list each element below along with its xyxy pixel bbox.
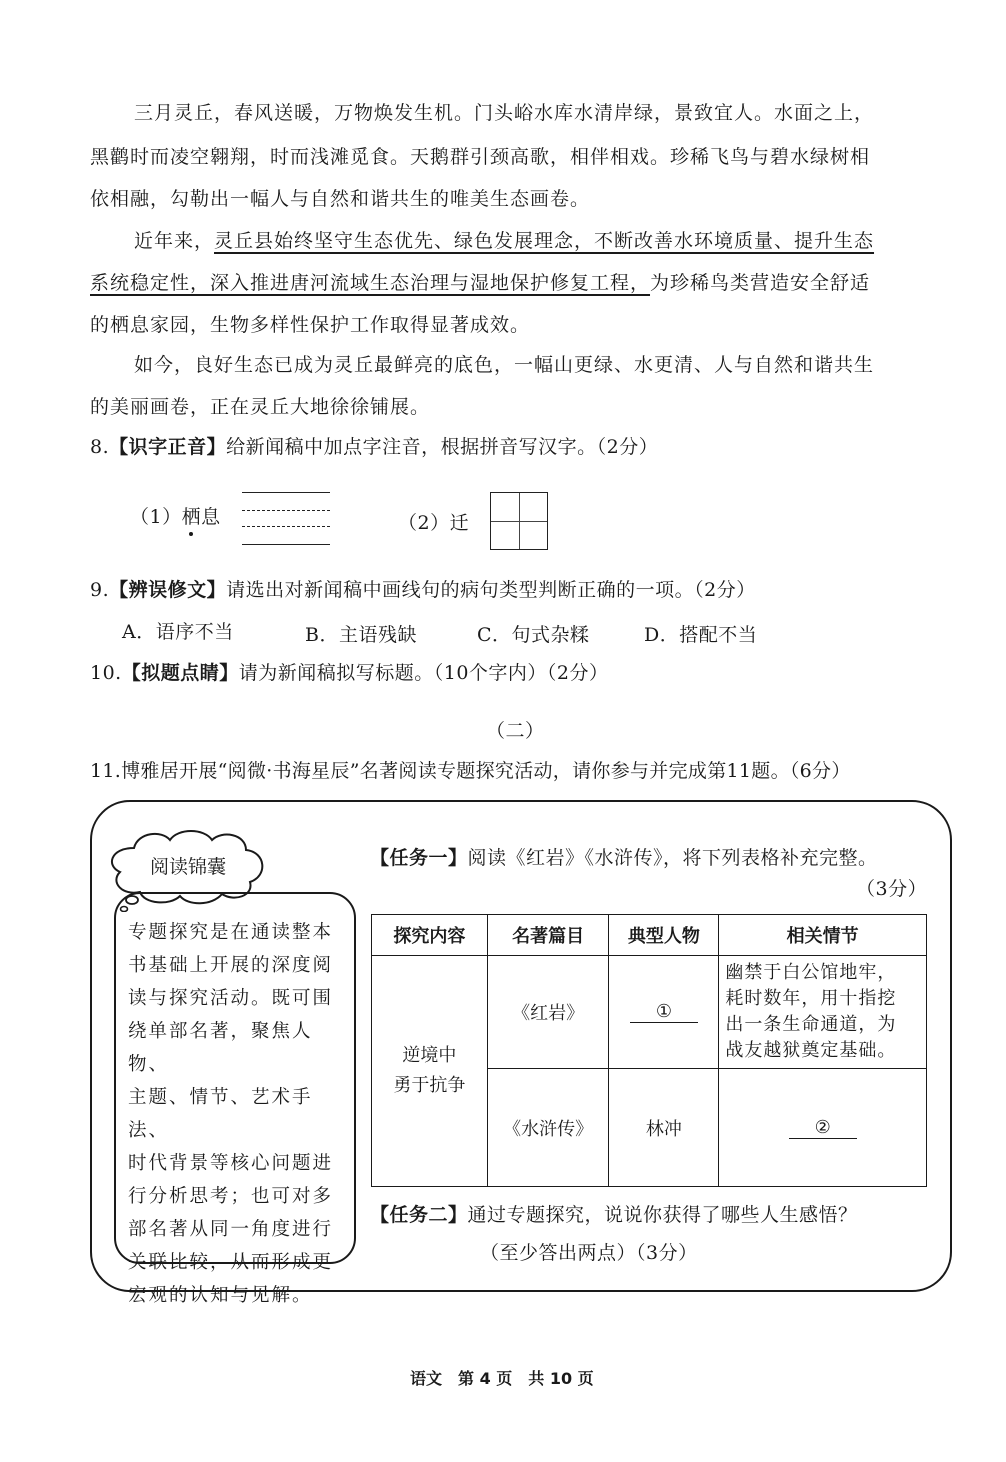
q8-item1 bbox=[130, 502, 221, 529]
question-11 bbox=[90, 756, 851, 783]
q9-option-d[interactable]: D．搭配不当 bbox=[644, 624, 758, 646]
q9-number: 9. bbox=[90, 579, 110, 601]
topic-line1: 逆境中 bbox=[402, 1045, 457, 1066]
person-blank-cell bbox=[609, 956, 719, 1069]
page-footer: 语文 第 4 页 共 10 页 bbox=[410, 1369, 594, 1388]
reading-table bbox=[371, 914, 927, 1187]
section-heading: （二） bbox=[486, 720, 545, 742]
q9-option-c[interactable]: C．句式杂糅 bbox=[477, 624, 590, 646]
blank-1[interactable]: ① bbox=[630, 1001, 698, 1023]
header-plot: 相关情节 bbox=[719, 915, 927, 956]
tips-line: 部名著从同一角度进行 bbox=[128, 1219, 334, 1240]
task2-tag: 【任务二】 bbox=[370, 1204, 468, 1226]
q11-number: 11. bbox=[90, 760, 122, 782]
article-p1-line1: 三月灵丘，春风送暖，万物焕发生机。门头峪水库水清岸绿，景致宜人。水面之上， bbox=[134, 102, 875, 124]
book-shuihu: 《水浒传》 bbox=[487, 1069, 609, 1187]
q8-text: 给新闻稿中加点字注音，根据拼音写汉字。（2分） bbox=[226, 436, 659, 458]
q8-dotted-char: 栖 bbox=[181, 506, 202, 528]
question-8 bbox=[90, 432, 658, 459]
table-row bbox=[372, 956, 927, 1069]
pinyin-answer-lines[interactable] bbox=[242, 490, 332, 550]
plot-line: 战友越狱奠定基础。 bbox=[725, 1040, 897, 1061]
article-p2-intro: 近年来， bbox=[134, 230, 215, 252]
header-topic: 探究内容 bbox=[372, 915, 488, 956]
blank-2[interactable]: ② bbox=[789, 1117, 857, 1139]
article-p1-line3: 依相融，勾勒出一幅人与自然和谐共生的唯美生态画卷。 bbox=[90, 188, 591, 210]
question-10 bbox=[90, 658, 609, 685]
tips-line: 宏观的认知与见解。 bbox=[128, 1285, 313, 1306]
q9-option-b[interactable]: B．主语残缺 bbox=[305, 624, 417, 646]
tips-line: 书基础上开展的深度阅 bbox=[128, 955, 334, 976]
tips-line: 行分析思考；也可对多 bbox=[128, 1186, 334, 1207]
task2-sub: （至少答出两点）（3分） bbox=[480, 1242, 698, 1264]
tips-title: 阅读锦囊 bbox=[150, 856, 227, 878]
article-p3-line2: 的美丽画卷，正在灵丘大地徐徐铺展。 bbox=[90, 396, 431, 418]
article-p1-line2: 黑鹳时而凌空翱翔，时而浅滩觅食。天鹅群引颈高歌，相伴相戏。珍稀飞鸟与碧水绿树相 bbox=[90, 146, 871, 168]
task1-text: 阅读《红岩》《水浒传》，将下列表格补充完整。 bbox=[467, 847, 878, 869]
q8-item2-label: （2）迁 bbox=[398, 512, 470, 534]
plot-hongyan bbox=[719, 956, 927, 1069]
task1-tag: 【任务一】 bbox=[370, 847, 468, 869]
article-p3-line1: 如今，良好生态已成为灵丘最鲜亮的底色，一幅山更绿、水更清、人与自然和谐共生 bbox=[134, 354, 875, 376]
q9-text: 请选出对新闻稿中画线句的病句类型判断正确的一项。（2分） bbox=[226, 579, 756, 601]
q9-tag: 【辨误修文】 bbox=[109, 579, 227, 601]
underlined-sentence-part2: 系统稳定性，深入推进唐河流域生态治理与湿地保护修复工程， bbox=[90, 272, 651, 294]
q11-text: 博雅居开展“阅微·书海星辰”名著阅读专题探究活动，请你参与并完成第11题。（6分） bbox=[121, 760, 851, 782]
task2-heading bbox=[370, 1200, 858, 1227]
tips-line: 专题探究是在通读整本 bbox=[128, 922, 334, 943]
q10-tag: 【拟题点睛】 bbox=[121, 662, 239, 684]
q8-item1-rest: 息 bbox=[201, 506, 221, 528]
plot-line: 耗时数年，用十指挖 bbox=[725, 988, 897, 1009]
header-person: 典型人物 bbox=[609, 915, 719, 956]
article-p2-line1 bbox=[134, 226, 874, 253]
task1-heading bbox=[370, 843, 878, 870]
underlined-sentence-part1: 灵丘县始终坚守生态优先、绿色发展理念，不断改善水环境质量、提升生态 bbox=[214, 230, 875, 252]
tips-line: 关联比较，从而形成更 bbox=[128, 1252, 334, 1273]
q8-number: 8. bbox=[90, 436, 110, 458]
article-p2-line2 bbox=[90, 268, 870, 295]
topic-line2: 勇于抗争 bbox=[393, 1075, 466, 1096]
tips-line: 读与探究活动。既可围 bbox=[128, 988, 334, 1009]
tips-line: 主题、情节、艺术手法、 bbox=[128, 1087, 313, 1141]
q10-text: 请为新闻稿拟写标题。（10个字内）（2分） bbox=[238, 662, 609, 684]
tips-box bbox=[114, 892, 356, 1306]
q8-item1-label: （1） bbox=[130, 506, 182, 528]
tips-line: 绕单部名著，聚焦人物、 bbox=[128, 1021, 313, 1075]
plot-blank-cell bbox=[719, 1069, 927, 1187]
plot-line: 幽禁于白公馆地牢， bbox=[725, 962, 897, 983]
book-hongyan: 《红岩》 bbox=[487, 956, 609, 1069]
plot-line: 出一条生命通道，为 bbox=[725, 1014, 897, 1035]
tips-line: 时代背景等核心问题进 bbox=[128, 1153, 334, 1174]
question-9 bbox=[90, 575, 756, 602]
character-writing-box[interactable] bbox=[490, 492, 548, 550]
article-p2-line2-rest: 为珍稀鸟类营造安全舒适 bbox=[650, 272, 871, 294]
task1-score: （3分） bbox=[856, 878, 928, 900]
q9-option-a[interactable]: A．语序不当 bbox=[122, 621, 234, 643]
q10-number: 10. bbox=[90, 662, 122, 684]
topic-cell bbox=[372, 956, 488, 1187]
header-book: 名著篇目 bbox=[487, 915, 609, 956]
person-linchong: 林冲 bbox=[609, 1069, 719, 1187]
q8-tag: 【识字正音】 bbox=[109, 436, 227, 458]
table-header-row bbox=[372, 915, 927, 956]
task2-text: 通过专题探究，说说你获得了哪些人生感悟？ bbox=[467, 1204, 858, 1226]
article-p2-line3: 的栖息家园，生物多样性保护工作取得显著成效。 bbox=[90, 314, 531, 336]
